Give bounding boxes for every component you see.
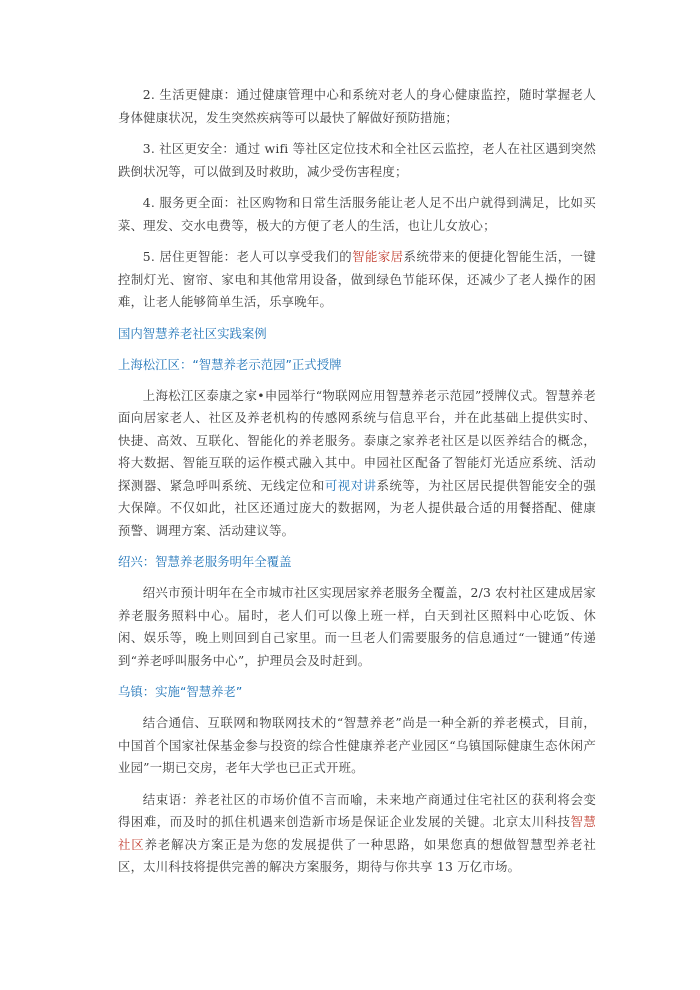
- conclusion-paragraph: 结束语：养老社区的市场价值不言而喻，未来地产商通过住宅社区的获利将会变得困难，而及时的抓住机遇来创造新市场是保证企业发展的关键。北京太川科技智慧社区养老解决方案正是为您的发展提供了一种思路，如果您真的想做智慧型养老社区，太川科技将提供完善的解决方案服务，期待与你共享 13 万亿市场。: [118, 791, 597, 874]
- case-body-shaoxing: 绍兴市预计明年在全市城市社区实现居家养老服务全覆盖，2/3 农村社区建成居家养老服务照料中心。届时，老人们可以像上班一样，白天到社区照料中心吃饭、休闲、娱乐等，晚上则回到自己家里。而一旦老人们需要服务的信息通过“一键通”传递到“养老呼叫服务中心”，护理员会及时赶到。: [118, 585, 596, 668]
- section-title: 国内智慧养老社区实践案例: [118, 325, 267, 341]
- case-body-wuzhen: 结合通信、互联网和物联网技术的“智慧养老”尚是一种全新的养老模式，目前，中国首个国家社保基金参与投资的综合性健康养老产业园区“乌镇国际健康生态休闲产业园”一期已交房，老年大学也已正式开班。: [118, 715, 596, 775]
- list-number: 4.: [142, 195, 156, 210]
- list-item-2: [118, 84, 596, 129]
- smart-home-link[interactable]: 智能家居: [352, 249, 404, 264]
- case-heading-wuzhen: 乌镇：实施“智慧养老”: [118, 684, 243, 699]
- list-text: 系统带来的便捷化智能生活，一键控制灯光、窗帘、家电和其他常用设备，做到绿色节能环保，还减少了老人操作的困难，让老人能够简单生活，乐享晚年。: [118, 249, 596, 309]
- list-number: 2.: [142, 87, 156, 102]
- list-item-3: [118, 138, 596, 183]
- list-item-5: [118, 246, 596, 314]
- smart-community-link[interactable]: 智慧社区: [118, 814, 597, 852]
- video-intercom-link[interactable]: 可视对讲: [324, 477, 377, 493]
- list-text: 居住更智能：老人可以享受我们的: [155, 249, 353, 264]
- list-number: 3.: [142, 141, 156, 156]
- document-body: [118, 84, 596, 879]
- case-heading-shanghai: 上海松江区：“智慧养老示范园”正式授牌: [118, 356, 342, 372]
- case-heading-shaoxing: 绍兴：智慧养老服务明年全覆盖: [118, 554, 292, 569]
- list-text: 生活更健康：通过健康管理中心和系统对老人的身心健康监控，随时掌握老人身体健康状况，发生突然疾病等可以最快了解做好预防措施；: [118, 87, 596, 125]
- list-item-4: [118, 192, 596, 237]
- list-number: 5.: [142, 249, 156, 264]
- case-body-shanghai: 上海松江区泰康之家•申园举行“物联网应用智慧养老示范园”授牌仪式。智慧养老面向居家老人、社区及养老机构的传感网系统与信息平台，并在此基础上提供实时、快捷、高效、互联化、智能化的养老服务。泰康之家养老社区是以医养结合的概念，将大数据、智能互联的运作模式融入其中。申园社区配备了智能灯光适应系统、活动探测器、紧急呼叫系统、无线定位和可视对讲系统等，为社区居民提供智能安全的强大保障。不仅如此，社区还通过庞大的数据网，为老人提供最合适的用餐搭配、健康预警、调理方案、活动建议等。: [118, 387, 596, 538]
- list-text: 服务更全面：社区购物和日常生活服务能让老人足不出户就得到满足，比如买菜、理发、交水电费等，极大的方便了老人的生活，也让儿女放心；: [118, 195, 596, 233]
- list-text: 社区更安全：通过 wifi 等社区定位技术和全社区云监控，老人在社区遇到突然跌倒状况等，可以做到及时救助，减少受伤害程度；: [118, 141, 596, 179]
